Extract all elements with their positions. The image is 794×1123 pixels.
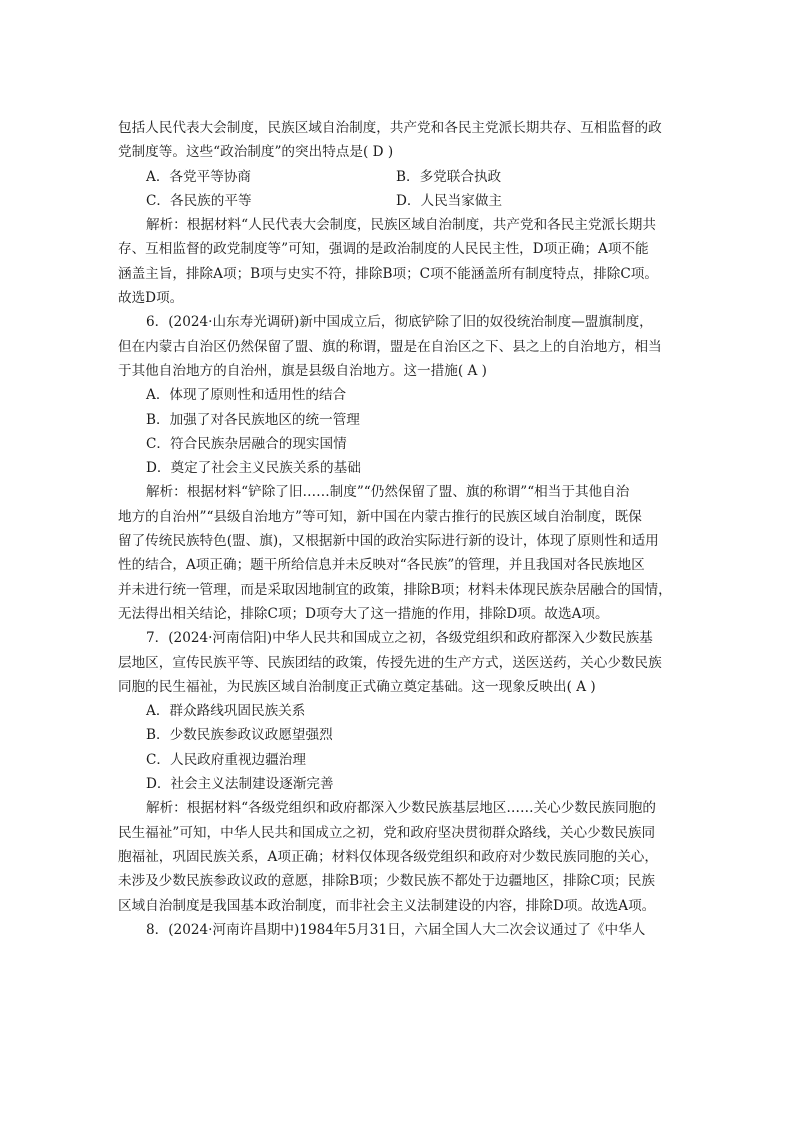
q5-analysis-line: 解析：根据材料“人民代表大会制度，民族区域自治制度，共产党和各民主党派长期共 [146,217,656,234]
q6-option-d: D．奠定了社会主义民族关系的基础 [146,460,361,477]
q5-analysis-line: 故选D项。 [118,290,184,307]
q7-analysis-line: 解析：根据材料“各级党组织和政府都深入少数民族基层地区……关心少数民族同胞的 [146,800,656,817]
q7-option-c: C．人民政府重视边疆治理 [146,751,306,768]
q7-stem-line: 7．(2024·河南信阳)中华人民共和国成立之初，各级党组织和政府都深入少数民族基 [146,630,653,647]
q7-analysis-line: 区域自治制度是我国基本政治制度，而非社会主义法制建设的内容，排除D项。故选A项。 [118,897,656,914]
q7-option-b: B．少数民族参政议政愿望强烈 [146,727,333,744]
q6-analysis-line: 并未进行统一管理，而是采取因地制宜的政策，排除B项；材料未体现民族杂居融合的国情， [118,581,672,598]
q6-stem-line: 但在内蒙古自治区仍然保留了盟、旗的称谓，盟是在自治区之下、县之上的自治地方，相当 [118,338,662,355]
paragraph-line: 包括人民代表大会制度，民族区域自治制度，共产党和各民主党派长期共存、互相监督的政 [118,120,662,136]
q5-option-d: D．人民当家做主 [396,192,503,209]
q6-analysis-line: 解析：根据材料“铲除了旧……制度”“仍然保留了盟、旗的称谓”“相当于其他自治 [146,484,630,501]
q6-option-a: A．体现了原则性和适用性的结合 [146,387,347,404]
q7-analysis-line: 未涉及少数民族参政议政的意愿，排除B项；少数民族不都处于边疆地区，排除C项；民族 [118,873,655,890]
q6-analysis-line: 性的结合，A项正确；题干所给信息并未反映对“各民族”的管理，并且我国对各民族地区 [118,557,645,574]
q7-option-a: A．群众路线巩固民族关系 [146,703,306,720]
q7-analysis-line: 胞福祉，巩固民族关系，A项正确；材料仅体现各级党组织和政府对少数民族同胞的关心， [118,848,658,865]
q7-option-d: D．社会主义法制建设逐渐完善 [146,776,334,793]
q5-options-row [118,165,680,189]
q6-stem-line: 于其他自治地方的自治州，旗是县级自治地方。这一措施( A ) [118,362,487,379]
paragraph-line: 党制度等。这些“政治制度”的突出特点是( D ) [118,144,394,161]
document-body [118,116,680,942]
q6-option-c: C．符合民族杂居融合的现实国情 [146,435,347,452]
q7-analysis-line: 民生福祉”可知，中华人民共和国成立之初，党和政府坚决贯彻群众路线，关心少数民族同 [118,824,656,841]
q5-option-a: A．各党平等协商 [146,168,251,185]
q5-analysis-line: 存、互相监督的政党制度等”可知，强调的是政治制度的人民民主性，D项正确；A项不能 [118,241,649,258]
q5-option-b: B．多党联合执政 [396,168,502,185]
q8-stem-line: 8．(2024·河南许昌期中)1984年5月31日，六届全国人大二次会议通过了《中华人 [146,921,646,938]
q7-stem-line: 层地区，宣传民族平等、民族团结的政策，传授先进的生产方式，送医送药，关心少数民族 [118,654,662,671]
q6-option-b: B．加强了对各民族地区的统一管理 [146,411,360,428]
q5-option-c: C．各民族的平等 [146,192,252,209]
q6-analysis-line: 留了传统民族特色(盟、旗)，又根据新中国的政治实际进行新的设计，体现了原则性和适用 [118,533,659,550]
q6-analysis-line: 地方的自治州”“县级自治地方”等可知，新中国在内蒙古推行的民族区域自治制度，既保 [118,508,642,525]
q6-stem-line: 6．(2024·山东寿光调研)新中国成立后，彻底铲除了旧的奴役统治制度—盟旗制度， [146,314,653,331]
q7-stem-line: 同胞的民生福祉，为民族区域自治制度正式确立奠定基础。这一现象反映出( A ) [118,678,596,695]
q5-analysis-line: 涵盖主旨，排除A项；B项与史实不符，排除B项；C项不能涵盖所有制度特点，排除C项。 [118,265,658,282]
q5-options-row [118,189,680,213]
q6-analysis-line: 无法得出相关结论，排除C项；D项夸大了这一措施的作用，排除D项。故选A项。 [118,605,609,622]
